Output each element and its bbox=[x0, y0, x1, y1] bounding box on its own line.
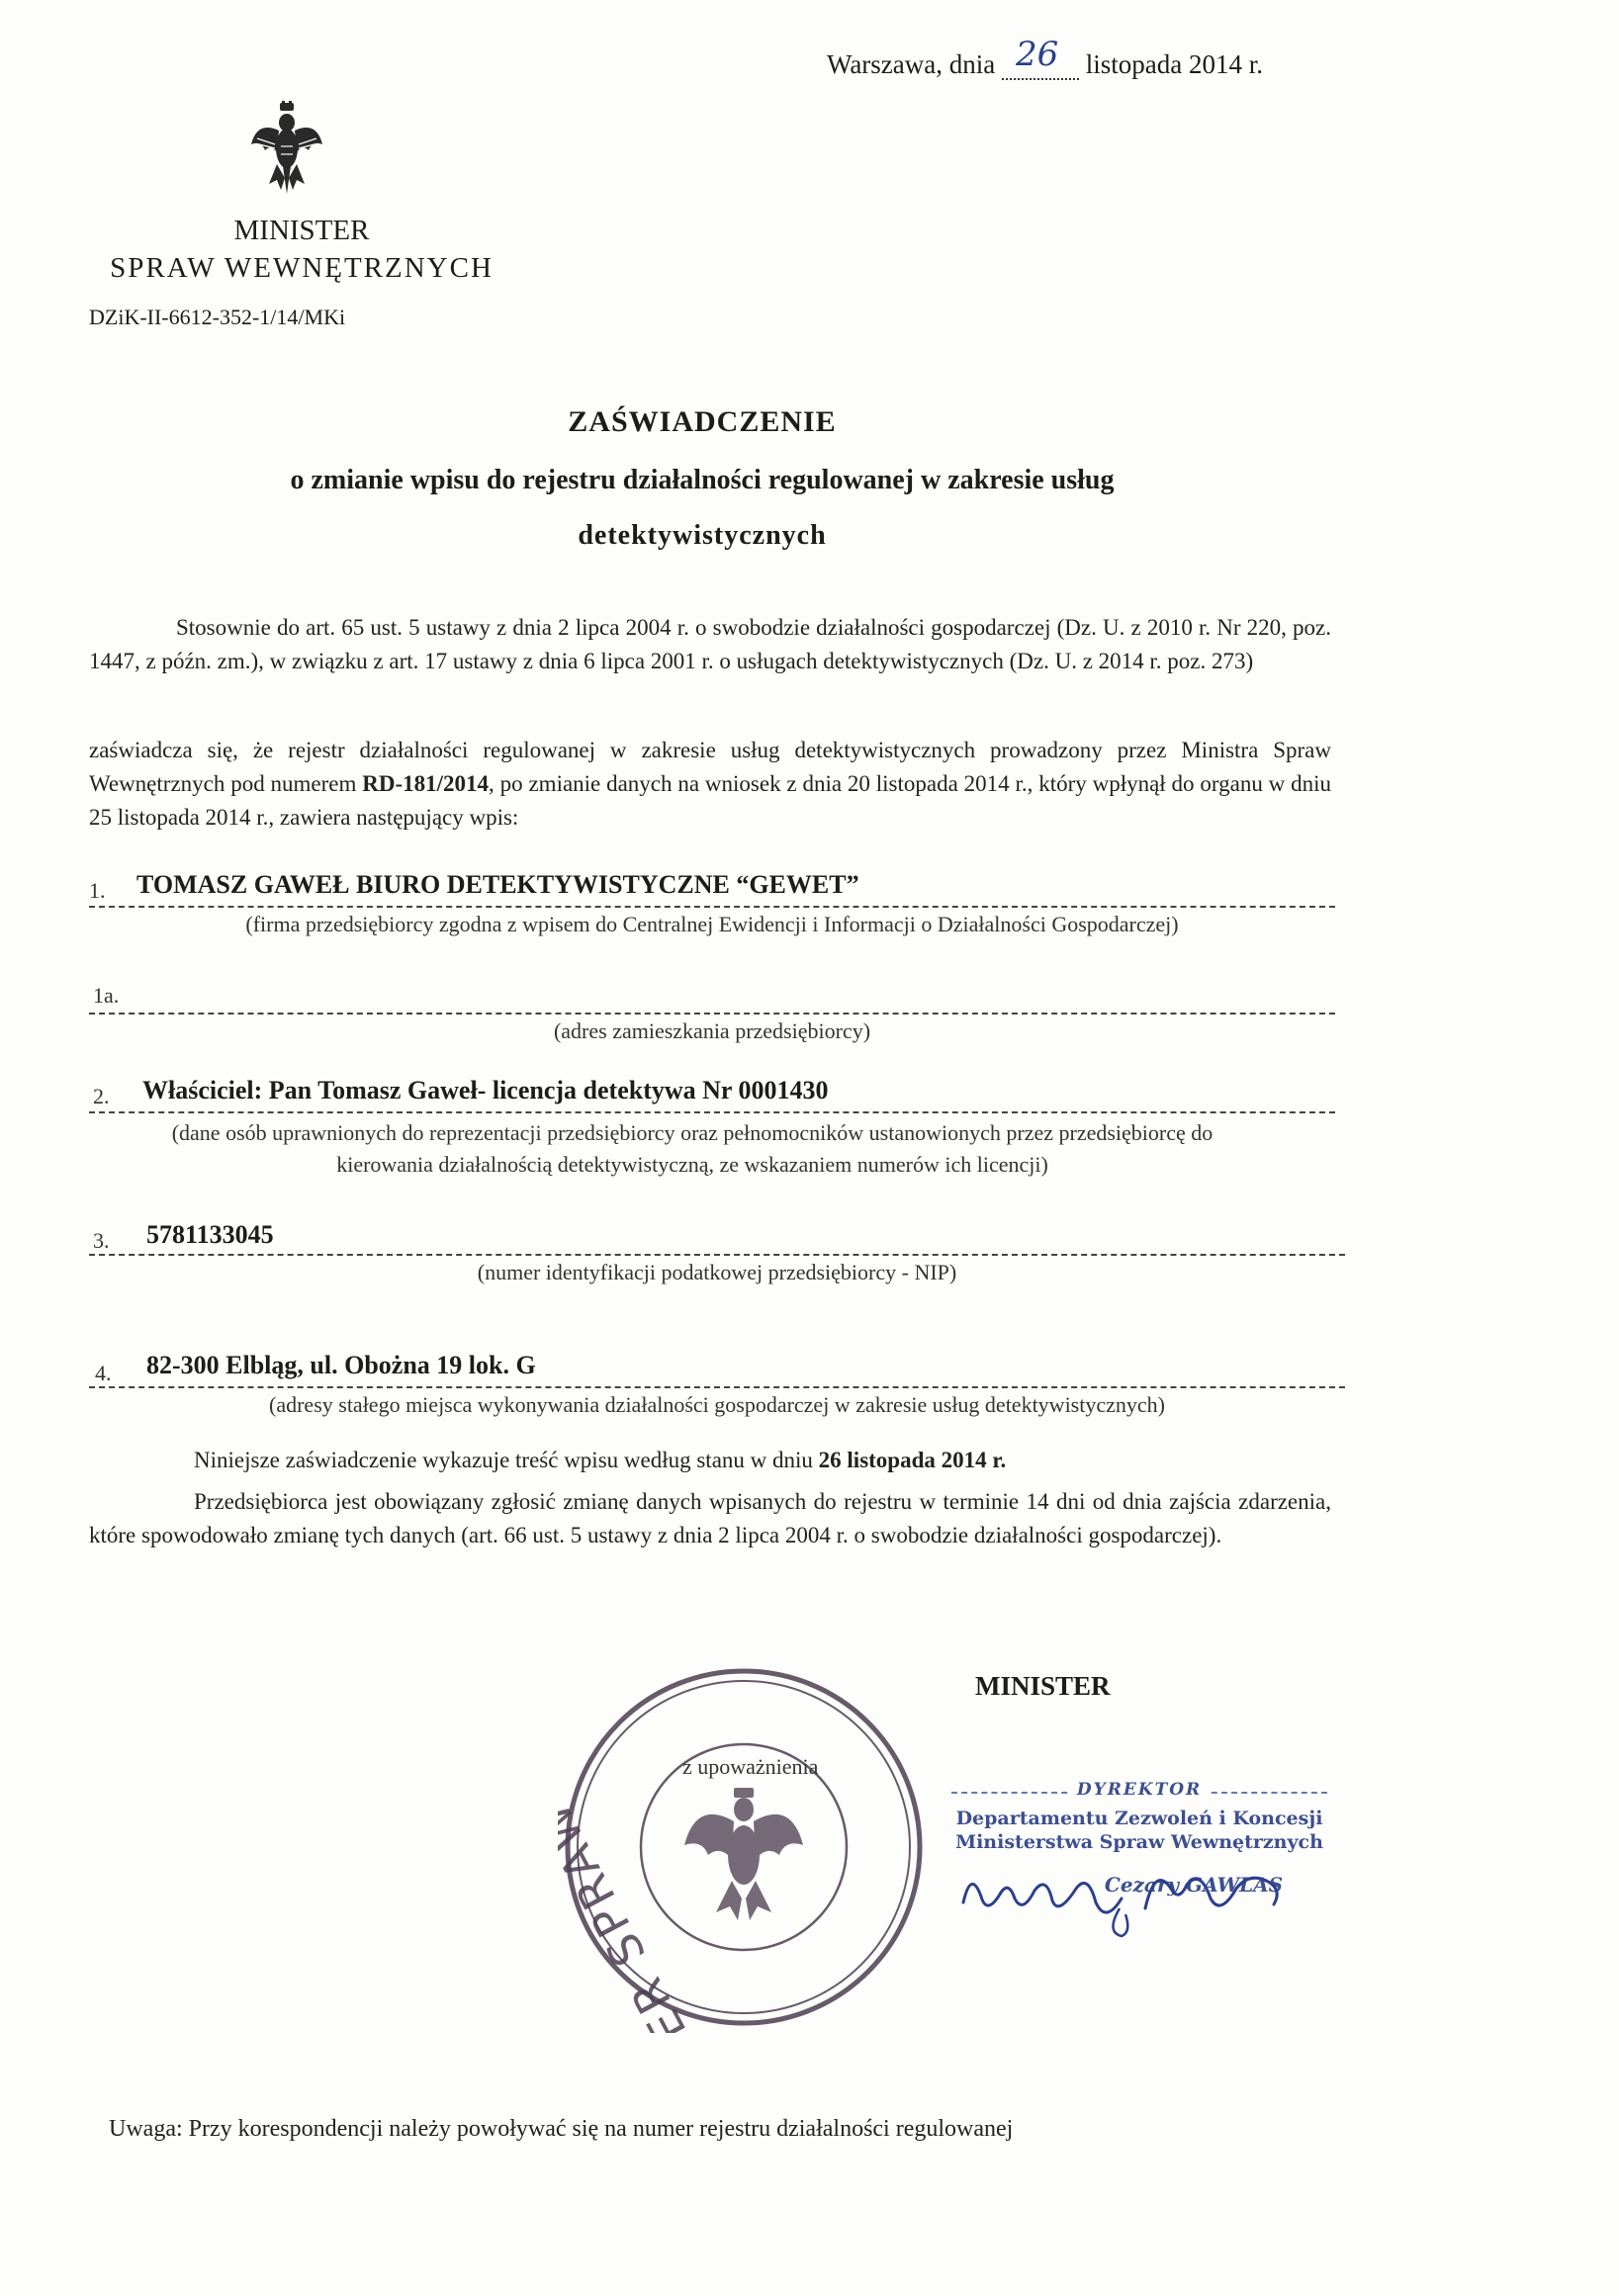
date-line bbox=[827, 35, 1263, 80]
stamp-ministry: Ministerstwa Spraw Wewnętrznych bbox=[955, 1831, 1323, 1853]
entry-1a-number: 1a. bbox=[93, 983, 120, 1008]
entry-1-number: 1. bbox=[89, 878, 106, 903]
seal-ring-icon bbox=[558, 1661, 930, 2033]
certification-paragraph bbox=[89, 734, 1331, 835]
seal-ring-text bbox=[558, 1661, 930, 2033]
stamp-name: Cezary GAWLAS bbox=[1104, 1873, 1284, 1897]
document-subtitle-line1: o zmianie wpisu do rejestru działalności regulowanej w zakresie usług bbox=[290, 465, 1115, 495]
authorization-note: z upoważnienia bbox=[682, 1754, 819, 1779]
entry-4 bbox=[89, 1347, 1345, 1426]
register-number: RD-181/2014 bbox=[362, 771, 490, 796]
entry-4-value: 82-300 Elbląg, ul. Obożna 19 lok. G bbox=[146, 1351, 536, 1379]
document-subtitle-line2: detektywistycznych bbox=[578, 520, 827, 551]
entry-4-caption: (adresy stałego miejsca wykonywania działalności gospodarczej w zakresie usług detektywistycznych) bbox=[269, 1392, 1165, 1417]
entry-2-caption: (dane osób uprawnionych do reprezentacji przedsiębiorcy oraz pełnomocników ustanowionych przez przedsiębiorcę do kierowania działalnością detektywistyczną, ze wskazaniem numerów ich licencji) bbox=[171, 1120, 1214, 1177]
entry-4-number: 4. bbox=[95, 1361, 112, 1385]
date-day bbox=[1002, 35, 1079, 80]
entry-1a-line bbox=[89, 1013, 1335, 1015]
state-text: Niniejsze zaświadczenie wykazuje treść wpisu według stanu w dniu bbox=[194, 1448, 813, 1472]
certification-text-a: zaświadcza się, że rejestr działalności regulowanej w zakresie usług detektywistycznych prowadzony przez Ministra Spraw Wewnętrznych pod numerem bbox=[89, 738, 1331, 796]
footer-note: Uwaga: Przy korespondencji należy powoływać się na numer rejestru działalności regulowanej bbox=[109, 2116, 1014, 2142]
entry-1-line bbox=[89, 906, 1335, 908]
handwritten-day: 26 bbox=[1016, 35, 1059, 74]
handwritten-signature-icon bbox=[957, 1859, 1294, 1938]
authority-title bbox=[89, 212, 514, 287]
reference-number: DZiK-II-6612-352-1/14/MKi bbox=[89, 305, 346, 329]
stamp-department: Departamentu Zezwoleń i Koncesji bbox=[955, 1808, 1323, 1829]
date-prefix: Warszawa, dnia bbox=[827, 49, 996, 79]
entry-2-number: 2. bbox=[93, 1084, 110, 1108]
entry-3 bbox=[89, 1218, 1345, 1297]
entry-3-caption: (numer identyfikacji podatkowej przedsiębiorcy - NIP) bbox=[477, 1260, 957, 1284]
entry-2-line bbox=[89, 1111, 1335, 1113]
entry-3-number: 3. bbox=[93, 1228, 110, 1253]
entry-1a-caption: (adres zamieszkania przedsiębiorcy) bbox=[553, 1018, 871, 1043]
entry-2 bbox=[89, 1074, 1335, 1183]
entry-3-value: 5781133045 bbox=[146, 1220, 274, 1249]
signature-title: MINISTER bbox=[975, 1671, 1111, 1701]
stamp-director: DYREKTOR bbox=[1071, 1780, 1208, 1800]
entry-2-value: Właściciel: Pan Tomasz Gaweł- licencja detektywa Nr 0001430 bbox=[142, 1076, 829, 1104]
legal-basis-paragraph bbox=[89, 611, 1331, 678]
seal-ring-letters: SPRAW WEWN bbox=[558, 1661, 657, 1976]
document-title: ZAŚWIADCZENIE bbox=[568, 405, 837, 438]
authority-line1: MINISTER bbox=[233, 215, 370, 246]
date-suffix: listopada 2014 r. bbox=[1085, 49, 1263, 79]
state-statement bbox=[89, 1444, 1331, 1477]
obligation-paragraph: Przedsiębiorca jest obowiązany zgłosić zmianę danych wpisanych do rejestru w terminie 14 dni od dnia zajścia zdarzenia, które spowodowało zmianę tych danych (art. 66 ust. 5 ustawy z dnia 2 lipca 2004 r. o swobodzie działalności gospodarczej). bbox=[89, 1489, 1331, 1547]
legal-basis-text: Stosownie do art. 65 ust. 5 ustawy z dnia 2 lipca 2004 r. o swobodzie działalności gospodarczej (Dz. U. z 2010 r. Nr 220, poz. 1447, z późn. zm.), w związku z art. 17 ustawy z dnia 6 lipca 2001 r. o usługach detektywistycznych (Dz. U. z 2014 r. poz. 273) bbox=[89, 615, 1331, 673]
state-date: 26 listopada 2014 r. bbox=[818, 1448, 1007, 1472]
entry-1-caption: (firma przedsiębiorcy zgodna z wpisem do Centralnej Ewidencji i Informacji o Działalności Gospodarczej) bbox=[245, 912, 1179, 936]
entry-1 bbox=[89, 870, 1335, 949]
eagle-emblem-icon bbox=[247, 101, 326, 196]
authority-line2: SPRAW WEWNĘTRZNYCH bbox=[110, 252, 494, 284]
certification-text-b: , po zmianie danych na wniosek z dnia 20 listopada 2014 r., który wpłynął do organu w dniu 25 listopada 2014 r., zawiera następujący wpis: bbox=[89, 771, 1332, 830]
entry-3-line bbox=[89, 1254, 1345, 1256]
entry-1-value: TOMASZ GAWEŁ BIURO DETEKTYWISTYCZNE “GEWET” bbox=[136, 870, 859, 899]
entry-4-line bbox=[89, 1386, 1345, 1388]
entry-1a bbox=[89, 983, 1335, 1062]
